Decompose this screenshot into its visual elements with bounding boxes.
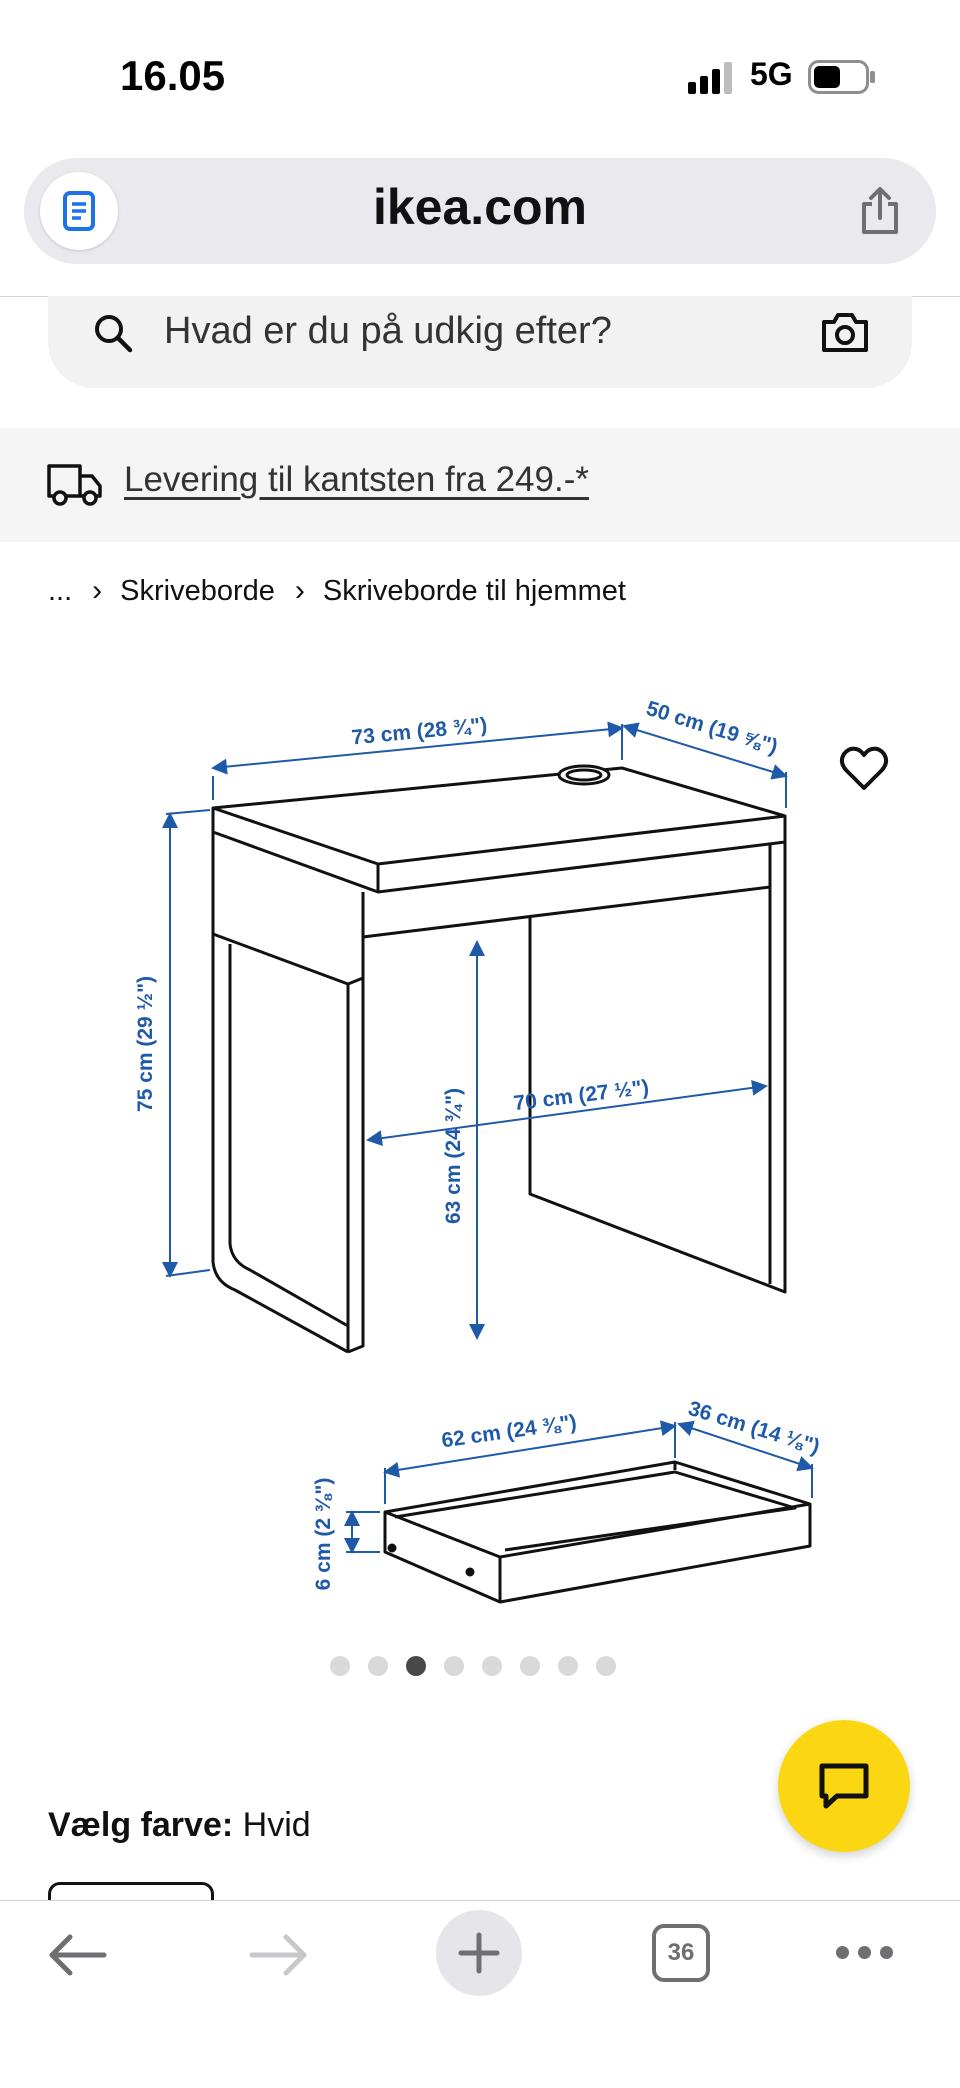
battery-icon bbox=[808, 60, 876, 94]
chat-button[interactable] bbox=[778, 1720, 910, 1852]
chevron-right-icon: › bbox=[92, 574, 103, 607]
search-icon bbox=[90, 310, 136, 356]
carousel-dot[interactable] bbox=[596, 1656, 616, 1676]
desk-width-label: 73 cm (28 ¾") bbox=[350, 713, 489, 750]
more-dot bbox=[836, 1946, 849, 1959]
carousel-dot[interactable] bbox=[520, 1656, 540, 1676]
chevron-right-icon: › bbox=[294, 574, 305, 607]
product-dimension-image[interactable] bbox=[130, 672, 830, 1622]
drawer-drawing bbox=[385, 1462, 810, 1602]
color-selection-label bbox=[48, 1806, 311, 1845]
more-dot bbox=[880, 1946, 893, 1959]
more-dot bbox=[858, 1946, 871, 1959]
breadcrumb bbox=[48, 574, 626, 608]
carousel-indicator bbox=[330, 1656, 616, 1676]
plus-icon bbox=[457, 1931, 501, 1975]
color-label-title: Vælg farve: bbox=[48, 1806, 234, 1844]
drawer-height-label: 6 cm (2 ⅜") bbox=[312, 1477, 335, 1591]
cellular-signal-icon bbox=[688, 62, 734, 94]
tabs-button[interactable]: 36 bbox=[652, 1924, 710, 1982]
share-button[interactable] bbox=[852, 183, 908, 239]
url-text[interactable]: ikea.com bbox=[372, 179, 587, 235]
network-type: 5G bbox=[750, 56, 793, 92]
share-icon bbox=[858, 186, 902, 236]
carousel-dot[interactable] bbox=[330, 1656, 350, 1676]
more-options-icon[interactable] bbox=[836, 1942, 896, 1962]
new-tab-button[interactable] bbox=[436, 1910, 522, 1996]
carousel-dot[interactable] bbox=[558, 1656, 578, 1676]
truck-icon bbox=[46, 460, 104, 508]
desk-depth-label: 50 cm (19 ⅝") bbox=[643, 696, 781, 759]
carousel-dot[interactable] bbox=[368, 1656, 388, 1676]
drawer-depth-label: 36 cm (14 ⅛") bbox=[685, 1396, 823, 1459]
drawer-width-label: 62 cm (24 ⅜") bbox=[440, 1410, 579, 1453]
breadcrumb-item-skriveborde[interactable]: Skriveborde bbox=[120, 574, 275, 607]
search-placeholder[interactable]: Hvad er du på udkig efter? bbox=[164, 310, 612, 352]
carousel-dot[interactable] bbox=[444, 1656, 464, 1676]
desk-height-label: 75 cm (29 ½") bbox=[134, 975, 157, 1113]
breadcrumb-ellipsis[interactable]: ... bbox=[48, 574, 73, 607]
forward-arrow-icon[interactable] bbox=[246, 1930, 310, 1980]
carousel-dot[interactable] bbox=[482, 1656, 502, 1676]
carousel-dot-active[interactable] bbox=[406, 1656, 426, 1676]
status-time: 16.05 bbox=[120, 52, 226, 99]
color-value: Hvid bbox=[242, 1806, 311, 1844]
chat-icon bbox=[817, 1761, 871, 1811]
heart-icon[interactable] bbox=[838, 744, 890, 792]
back-arrow-icon[interactable] bbox=[46, 1930, 110, 1980]
desk-drawing bbox=[213, 766, 785, 1352]
camera-icon[interactable] bbox=[820, 310, 870, 354]
delivery-link[interactable]: Levering til kantsten fra 249.-* bbox=[124, 460, 589, 499]
breadcrumb-item-skriveborde-til-hjemmet[interactable]: Skriveborde til hjemmet bbox=[322, 574, 626, 607]
leg-clearance-height-label: 63 cm (24 ¾") bbox=[442, 1087, 465, 1225]
leg-clearance-width-label: 70 cm (27 ½") bbox=[512, 1075, 651, 1116]
